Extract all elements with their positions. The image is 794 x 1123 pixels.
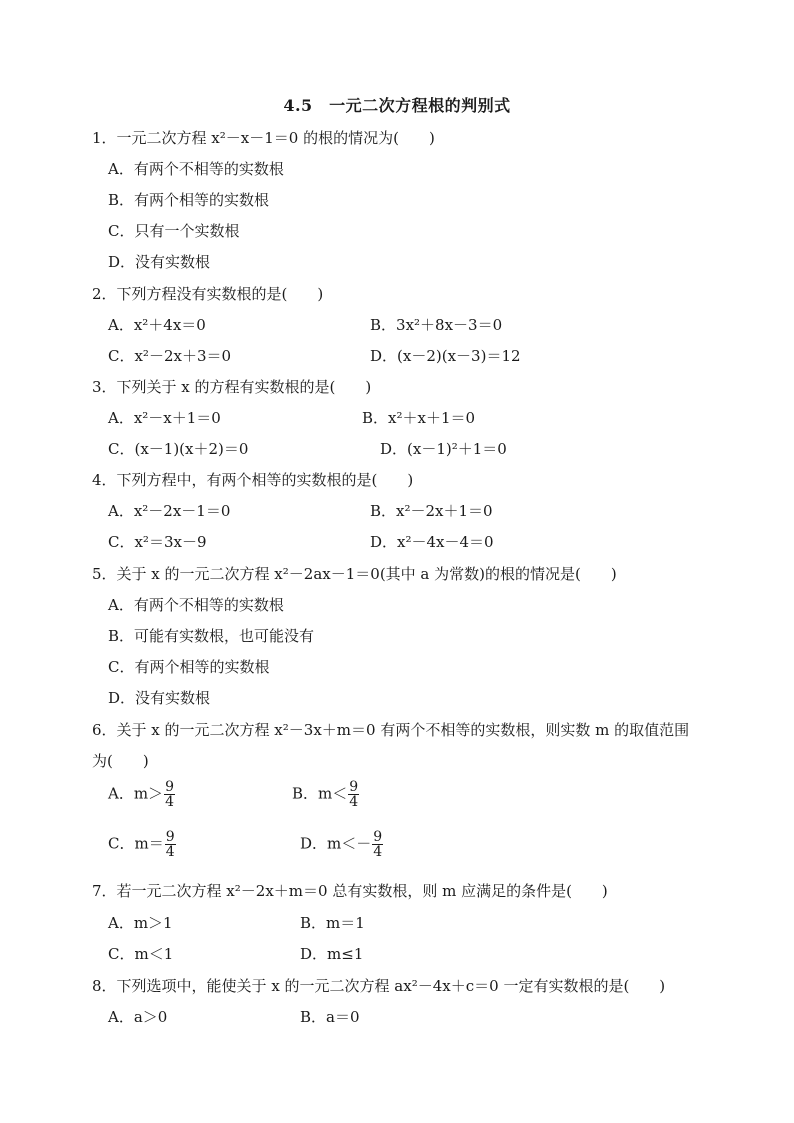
page-title: 4.5 一元二次方程根的判别式 (283, 96, 511, 115)
question-6-option-b (292, 780, 359, 809)
option-prefix: A．m＞ (108, 784, 164, 803)
question-5-option-c: C．有两个相等的实数根 (108, 658, 270, 676)
question-1-option-b: B．有两个相等的实数根 (108, 191, 270, 209)
question-2-option-b: B．3x²＋8x－3＝0 (370, 316, 503, 334)
option-prefix: D．m＜－ (300, 834, 372, 853)
question-3-option-a: A．x²－x＋1＝0 (108, 409, 221, 427)
question-6-option-d (300, 830, 383, 859)
fraction-denominator: 4 (165, 794, 174, 810)
fraction (372, 830, 383, 859)
question-1-stem: 1．一元二次方程 x²－x－1＝0 的根的情况为( ) (92, 129, 435, 147)
fraction-numerator: 9 (373, 829, 383, 845)
question-3-stem: 3．下列关于 x 的方程有实数根的是( ) (92, 378, 372, 396)
question-1-option-d: D．没有实数根 (108, 253, 211, 271)
question-4-option-c: C．x²＝3x－9 (108, 533, 207, 551)
fraction (348, 780, 359, 809)
question-5-option-b: B．可能有实数根，也可能没有 (108, 627, 315, 645)
question-2-option-a: A．x²＋4x＝0 (108, 316, 206, 334)
question-3-option-d: D．(x－1)²＋1＝0 (380, 440, 507, 458)
question-4-option-d: D．x²－4x－4＝0 (370, 533, 494, 551)
question-8-option-b: B．a＝0 (300, 1008, 360, 1026)
fraction-denominator: 4 (373, 844, 383, 860)
option-prefix: C．m＝ (108, 834, 164, 853)
question-6-option-a (108, 780, 175, 809)
question-2-option-d: D．(x－2)(x－3)＝12 (370, 347, 521, 365)
question-5-option-a: A．有两个不相等的实数根 (108, 596, 284, 614)
question-4-option-b: B．x²－2x＋1＝0 (370, 502, 493, 520)
fraction-numerator: 9 (165, 829, 175, 845)
fraction-numerator: 9 (165, 779, 174, 795)
question-7-option-b: B．m＝1 (300, 914, 365, 932)
question-4-stem: 4．下列方程中，有两个相等的实数根的是( ) (92, 471, 414, 489)
question-6-option-c (108, 830, 176, 859)
question-3-option-b: B．x²＋x＋1＝0 (362, 409, 476, 427)
question-4-option-a: A．x²－2x－1＝0 (108, 502, 231, 520)
fraction-numerator: 9 (349, 779, 359, 795)
fraction-denominator: 4 (165, 844, 175, 860)
option-prefix: B．m＜ (292, 784, 348, 803)
question-7-option-a: A．m＞1 (108, 914, 173, 932)
fraction (164, 780, 175, 809)
question-5-stem: 5．关于 x 的一元二次方程 x²－2ax－1＝0(其中 a 为常数)的根的情况是( ) (92, 565, 617, 583)
question-8-stem: 8．下列选项中，能使关于 x 的一元二次方程 ax²－4x＋c＝0 一定有实数根的是( ) (92, 977, 666, 995)
question-3-option-c: C．(x－1)(x＋2)＝0 (108, 440, 249, 458)
question-6-stem-line2: 为( ) (92, 752, 149, 770)
question-2-stem: 2．下列方程没有实数根的是( ) (92, 285, 324, 303)
fraction (165, 830, 176, 859)
question-2-option-c: C．x²－2x＋3＝0 (108, 347, 232, 365)
question-7-stem: 7．若一元二次方程 x²－2x＋m＝0 总有实数根，则 m 应满足的条件是( ) (92, 882, 608, 900)
question-5-option-d: D．没有实数根 (108, 689, 211, 707)
question-7-option-c: C．m＜1 (108, 945, 174, 963)
question-7-option-d: D．m≤1 (300, 945, 364, 963)
question-1-option-c: C．只有一个实数根 (108, 222, 240, 240)
question-1-option-a: A．有两个不相等的实数根 (108, 160, 284, 178)
question-8-option-a: A．a＞0 (108, 1008, 168, 1026)
fraction-denominator: 4 (349, 794, 359, 810)
question-6-stem-line1: 6．关于 x 的一元二次方程 x²－3x＋m＝0 有两个不相等的实数根，则实数 m 的取值范围 (92, 721, 690, 739)
